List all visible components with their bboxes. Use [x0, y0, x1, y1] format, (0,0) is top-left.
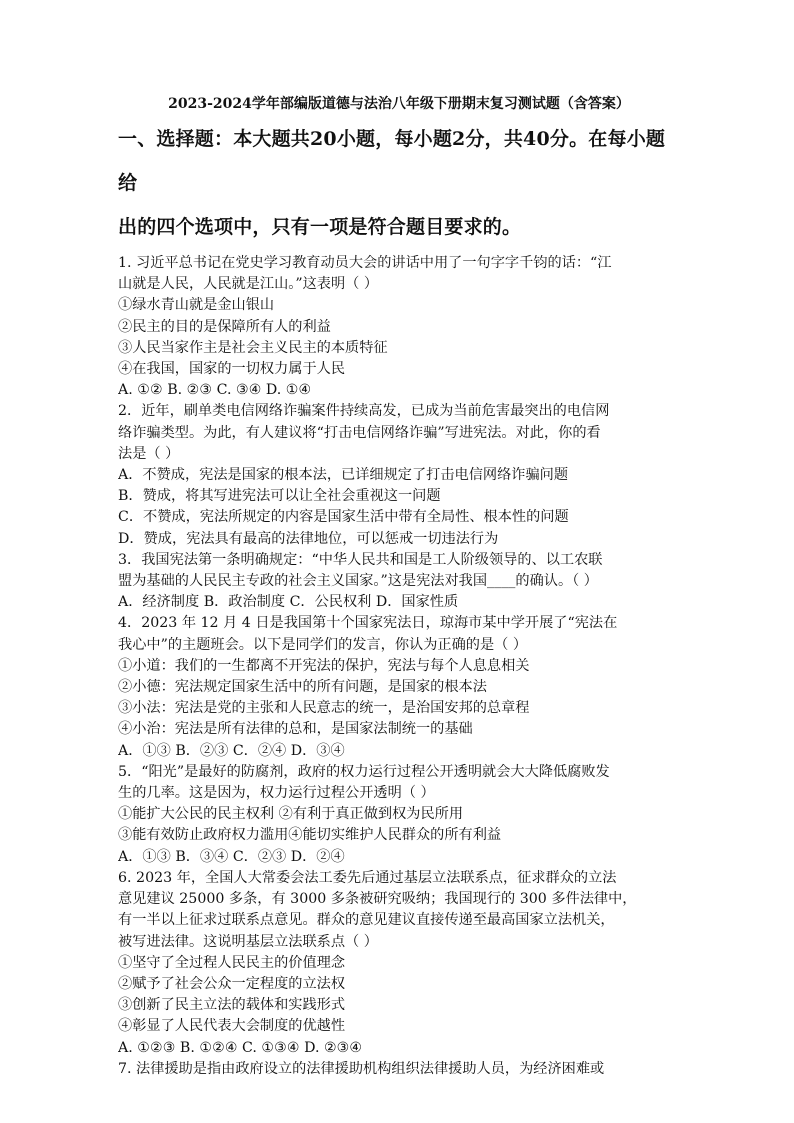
question-2-stem-line-2: 络诈骗类型。为此，有人建议将“打击电信网络诈骗”写进宪法。对此，你的看: [118, 424, 601, 441]
question-6-stem-line-2: 意见建议 25000 多条，有 3000 多条被研究吸纳；我国现行的 300 多件法律中，: [118, 891, 637, 908]
question-3-stem-line-1: 3．我国宪法第一条明确规定：“中华人民共和国是工人阶级领导的、以工农联: [118, 551, 603, 568]
question-4-stem-line-2: 我心中”的主题班会。以下是同学们的发言，你认为正确的是（ ）: [118, 636, 528, 653]
question-1-stem-line-1: 1. 习近平总书记在党史学习教育动员大会的讲话中用了一句字字千钧的话：“江: [118, 255, 612, 271]
question-3-options: A．经济制度 B．政治制度 C．公民权利 D．国家性质: [118, 594, 459, 611]
question-5-options: A．①③ B．③④ C．②③ D．②④: [118, 848, 345, 865]
question-5: [118, 762, 680, 868]
question-3: [118, 550, 680, 614]
question-4-statement-2: ②小德：宪法规定国家生活中的所有问题，是国家的根本法: [118, 679, 487, 696]
question-6-statement-4: ④彰显了人民代表大会制度的优越性: [118, 1018, 346, 1035]
question-2-option-b: B．赞成，将其写进宪法可以让全社会重视这一问题: [118, 488, 441, 505]
question-7-stem-line-1: 7. 法律援助是指由政府设立的法律援助机构组织法律援助人员，为经济困难或: [118, 1060, 605, 1077]
question-5-stem-line-1: 5．“阳光”是最好的防腐剂，政府的权力运行过程公开透明就会大大降低腐败发: [118, 763, 610, 780]
question-2-option-c: C．不赞成，宪法所规定的内容是国家生活中带有全局性、根本性的问题: [118, 509, 569, 526]
question-2-option-a: A．不赞成，宪法是国家的根本法，已详细规定了打击电信网络诈骗问题: [118, 467, 569, 484]
question-4-stem-line-1: 4．2023 年 12 月 4 日是我国第十个国家宪法日，琼海市某中学开展了“宪法在: [118, 615, 618, 632]
question-1-statement-4: ④在我国，国家的一切权力属于人民: [118, 361, 346, 378]
section-heading-line-2: 出的四个选项中，只有一项是符合题目要求的。: [118, 216, 522, 238]
question-4: [118, 613, 680, 761]
question-5-statements-1-2: ①能扩大公民的民主权利 ②有利于真正做到权为民所用: [118, 806, 464, 823]
question-1: [118, 253, 680, 401]
question-2-option-d: D．赞成，宪法具有最高的法律地位，可以惩戒一切违法行为: [118, 530, 499, 547]
question-1-options: A. ①② B. ②③ C. ③④ D. ①④: [118, 382, 312, 399]
question-6-stem-line-4: 被写进法律。这说明基层立法联系点（ ）: [118, 933, 378, 950]
question-6: [118, 868, 680, 1059]
question-2-stem-line-3: 法是（ ）: [118, 445, 180, 462]
question-1-statement-2: ②民主的目的是保障所有人的利益: [118, 318, 331, 335]
question-6-stem-line-1: 6. 2023 年，全国人大常委会法工委先后通过基层立法联系点，征求群众的立法: [118, 869, 617, 886]
question-7: [118, 1059, 680, 1080]
question-4-options: A．①③ B．②③ C．②④ D．③④: [118, 742, 345, 759]
question-4-statement-1: ①小道：我们的一生都离不开宪法的保护，宪法与每个人息息相关: [118, 657, 530, 674]
question-3-stem-line-2: 盟为基础的人民民主专政的社会主义国家。”这是宪法对我国____的确认。（ ）: [118, 573, 598, 590]
question-4-statement-4: ④小治：宪法是所有法律的总和，是国家法制统一的基础: [118, 721, 473, 738]
document-title: 2023-2024学年部编版道德与法治八年级下册期末复习测试题（含答案）: [168, 96, 630, 112]
question-6-statement-1: ①坚守了全过程人民民主的价值理念: [118, 954, 346, 971]
question-6-stem-line-3: 有一半以上征求过联系点意见。群众的意见建议直接传递至最高国家立法机关，: [118, 912, 615, 929]
section-heading-line-1: 一、选择题：本大题共20小题，每小题2分，共40分。在每小题给: [118, 128, 666, 194]
question-5-stem-line-2: 生的几率。这是因为，权力运行过程公开透明（ ）: [118, 785, 435, 802]
question-6-statement-3: ③创新了民主立法的载体和实践形式: [118, 997, 346, 1014]
question-4-statement-3: ③小法：宪法是党的主张和人民意志的统一，是治国安邦的总章程: [118, 700, 530, 717]
question-2: [118, 401, 680, 549]
question-1-stem-line-2: 山就是人民，人民就是江山。”这表明（ ）: [118, 276, 379, 293]
question-1-statement-3: ③人民当家作主是社会主义民主的本质特征: [118, 339, 388, 356]
document-page: [118, 92, 680, 1080]
question-list: [118, 253, 680, 1080]
question-1-statement-1: ①绿水青山就是金山银山: [118, 297, 275, 314]
question-5-statements-3-4: ③能有效防止政府权力滥用④能切实维护人民群众的所有利益: [118, 827, 502, 844]
question-2-stem-line-1: 2．近年，刷单类电信网络诈骗案件持续高发，已成为当前危害最突出的电信网: [118, 403, 610, 420]
question-6-options: A. ①②③ B. ①②④ C. ①③④ D. ②③④: [118, 1039, 363, 1056]
question-6-statement-2: ②赋予了社会公众一定程度的立法权: [118, 975, 346, 992]
